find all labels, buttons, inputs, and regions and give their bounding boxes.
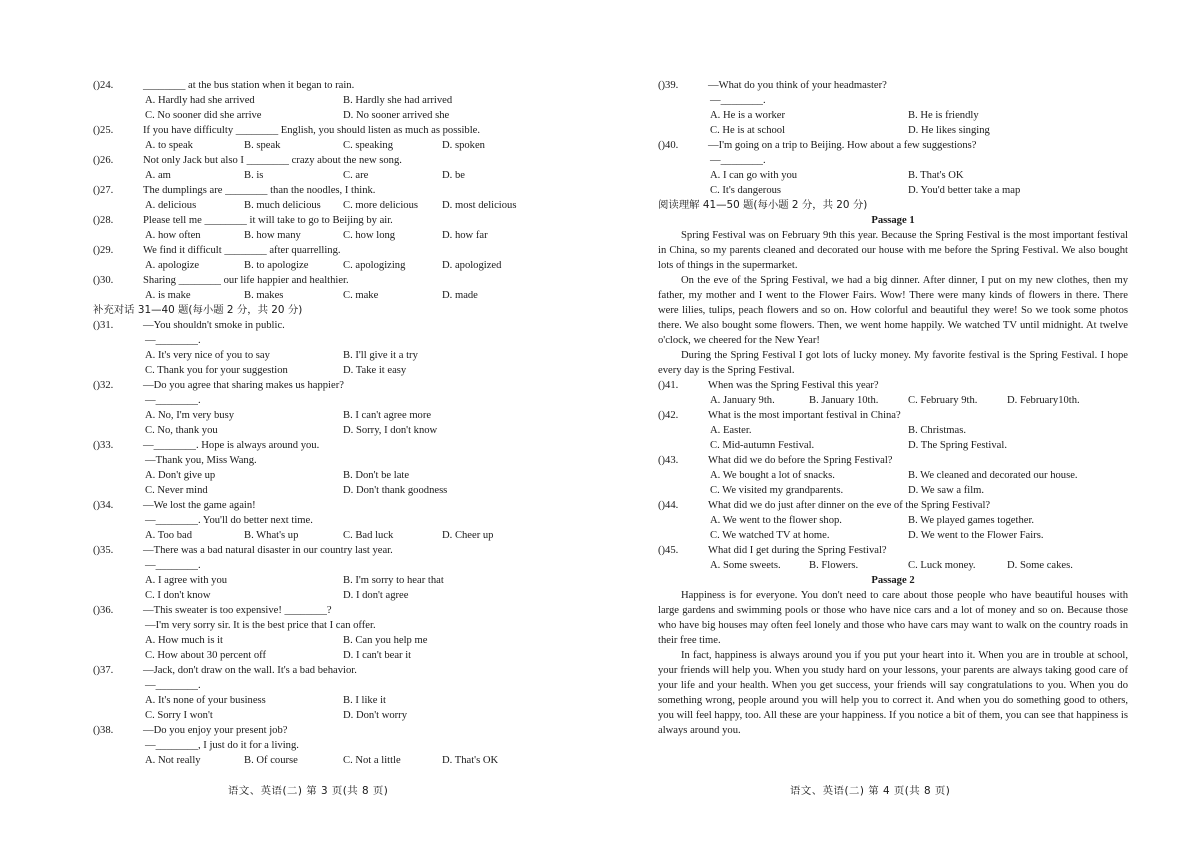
answer-option[interactable]: D. Sorry, I don't know	[343, 425, 438, 436]
answer-option[interactable]: D. how far	[442, 230, 488, 241]
question-stem: Please tell me ________ it will take to go to Beijing by air.	[143, 215, 393, 226]
question-item	[658, 408, 1128, 453]
answer-bracket: ()36.	[93, 605, 114, 616]
answer-option[interactable]: A. Hardly had she arrived	[145, 95, 255, 106]
answer-option[interactable]: B. I'm sorry to hear that	[343, 575, 444, 586]
answer-option[interactable]: C. I don't know	[145, 590, 211, 601]
answer-option[interactable]: D. apologized	[442, 260, 502, 271]
question-number: )31.	[96, 320, 114, 331]
answer-option[interactable]: D. I don't agree	[343, 590, 409, 601]
answer-bracket: ()33.	[93, 440, 114, 451]
answer-option[interactable]: A. Too bad	[145, 530, 193, 541]
question-line	[658, 543, 1128, 558]
answer-bracket: ()31.	[93, 320, 114, 331]
options-row	[658, 483, 1128, 498]
options-row	[93, 588, 551, 603]
answer-option[interactable]: B. We cleaned and decorated our house.	[908, 470, 1078, 481]
question-item	[93, 723, 551, 768]
answer-bracket: ()34.	[93, 500, 114, 511]
answer-option[interactable]: B. speak	[244, 140, 281, 151]
question-number: )36.	[96, 605, 114, 616]
dialogue-response: —________.	[145, 560, 201, 571]
answer-bracket: ()42.	[658, 410, 679, 421]
question-line	[658, 408, 1128, 423]
question-stem: If you have difficulty ________ English, you should listen as much as possible.	[143, 125, 481, 136]
answer-option[interactable]: D. February10th.	[1007, 395, 1080, 406]
question-item	[658, 498, 1128, 543]
question-number: )35.	[96, 545, 114, 556]
answer-option[interactable]: A. I agree with you	[145, 575, 228, 586]
options-row	[93, 483, 551, 498]
left-page-footer: 语文、英语(二) 第 3 页(共 8 页)	[228, 785, 389, 797]
question-line	[93, 123, 551, 138]
answer-option[interactable]: C. more delicious	[343, 200, 419, 211]
answer-option[interactable]: A. We bought a lot of snacks.	[710, 470, 835, 481]
options-row	[93, 108, 551, 123]
answer-option[interactable]: B. I can't agree more	[343, 410, 432, 421]
question-number: )25.	[96, 125, 114, 136]
dialogue-response: —________.	[710, 155, 766, 166]
answer-option[interactable]: D. The Spring Festival.	[908, 440, 1007, 451]
answer-bracket: ()45.	[658, 545, 679, 556]
answer-bracket: ()29.	[93, 245, 114, 256]
answer-option[interactable]: C. We visited my grandparents.	[710, 485, 844, 496]
answer-bracket: ()43.	[658, 455, 679, 466]
options-row	[93, 168, 551, 183]
question-number: )29.	[96, 245, 114, 256]
options-row	[658, 423, 1128, 438]
question-item	[93, 498, 551, 543]
question-line	[93, 723, 551, 738]
answer-option[interactable]: B. Can you help me	[343, 635, 428, 646]
answer-option[interactable]: A. to speak	[145, 140, 193, 151]
question-item	[93, 153, 551, 183]
options-row	[93, 408, 551, 423]
options-row	[93, 633, 551, 648]
answer-option[interactable]: B. Flowers.	[809, 560, 859, 571]
answer-option[interactable]: D. Some cakes.	[1007, 560, 1073, 571]
question-number: )42.	[661, 410, 679, 421]
answer-option[interactable]: B. to apologize	[244, 260, 309, 271]
question-number: )32.	[96, 380, 114, 391]
dialogue-response: —________. You'll do better next time.	[145, 515, 313, 526]
answer-option[interactable]: D. I can't bear it	[343, 650, 412, 661]
question-line	[658, 138, 1128, 153]
question-item	[93, 213, 551, 243]
answer-option[interactable]: C. Mid-autumn Festival.	[710, 440, 815, 451]
answer-option[interactable]: D. most delicious	[442, 200, 517, 211]
answer-option[interactable]: C. Sorry I won't	[145, 710, 213, 721]
question-number: )43.	[661, 455, 679, 466]
passage-paragraph: During the Spring Festival I got lots of lucky money. My favorite festival is the Spring Festival. I hope every day is the Spring Festival.	[658, 350, 1128, 376]
dialogue-response: —________, I just do it for a living.	[145, 740, 299, 751]
answer-option[interactable]: D. You'd better take a map	[908, 185, 1021, 196]
answer-bracket: ()30.	[93, 275, 114, 286]
question-line	[93, 183, 551, 198]
question-stem: —Jack, don't draw on the wall. It's a bad behavior.	[143, 665, 357, 676]
answer-bracket: ()27.	[93, 185, 114, 196]
options-row	[658, 183, 1128, 198]
question-number: )44.	[661, 500, 679, 511]
options-row	[93, 258, 551, 273]
answer-option[interactable]: D. We saw a film.	[908, 485, 985, 496]
answer-bracket: ()24.	[93, 80, 114, 91]
answer-option[interactable]: C. It's dangerous	[710, 185, 782, 196]
question-line	[93, 663, 551, 678]
answer-option[interactable]: A. delicious	[145, 200, 197, 211]
answer-option[interactable]: B. That's OK	[908, 170, 964, 181]
question-stem: We find it difficult ________ after quarrelling.	[143, 245, 341, 256]
passage-paragraph: In fact, happiness is always around you if you put your heart into it. When you are in trouble at school, your friends will help you. When you study hard on your lessons, your parents are always taking good care of your life and your health. When you get success, your friends will say congratulations to you. When you do something wrong, people around you will help you to correct it. And when you do something good to others, you will feel happy, too. All these are your happiness. If you notice a bit of them, you can see that happiness is always around you.	[658, 650, 1128, 736]
answer-option[interactable]: C. Thank you for your suggestion	[145, 365, 288, 376]
answer-bracket: ()44.	[658, 500, 679, 511]
options-row	[658, 513, 1128, 528]
answer-option[interactable]: C. Not a little	[343, 755, 401, 766]
answer-option[interactable]: B. He is friendly	[908, 110, 979, 121]
answer-option[interactable]: A. How much is it	[145, 635, 223, 646]
left-page-column	[93, 78, 551, 768]
question-line	[93, 273, 551, 288]
options-row	[658, 168, 1128, 183]
answer-option[interactable]: C. are	[343, 170, 369, 181]
answer-option[interactable]: B. Don't be late	[343, 470, 410, 481]
answer-option[interactable]: D. Don't worry	[343, 710, 407, 721]
question-item	[93, 438, 551, 498]
options-row	[93, 573, 551, 588]
answer-bracket: ()35.	[93, 545, 114, 556]
options-row	[93, 753, 551, 768]
answer-option[interactable]: B. makes	[244, 290, 284, 301]
right-page-footer: 语文、英语(二) 第 4 页(共 8 页)	[790, 785, 951, 797]
answer-option[interactable]: C. Bad luck	[343, 530, 394, 541]
question-stem: What is the most important festival in China?	[708, 410, 901, 421]
answer-bracket: ()37.	[93, 665, 114, 676]
answer-option[interactable]: B. Of course	[244, 755, 298, 766]
options-row	[658, 393, 1128, 408]
answer-option[interactable]: B. Hardly she had arrived	[343, 95, 453, 106]
answer-option[interactable]: C. No, thank you	[145, 425, 218, 436]
passage-paragraph: Happiness is for everyone. You don't need to care about those people who have beautiful houses with large gardens and swimming pools or those who have nice cars and a lot of money and so on. Because those who have big houses may often feel lonely and those who have cars may want to walk on the country roads in their free time.	[658, 590, 1128, 646]
answer-option[interactable]: D. be	[442, 170, 465, 181]
question-item	[658, 78, 1128, 138]
answer-option[interactable]: C. How about 30 percent off	[145, 650, 267, 661]
question-item	[93, 123, 551, 153]
answer-option[interactable]: A. Easter.	[710, 425, 752, 436]
passage-paragraph: Spring Festival was on February 9th this year. Because the Spring Festival is the most important festival in China, so my parents cleaned and decorated our house with me before the Spring Festival. We also bought lots of things in the supermarket.	[658, 230, 1128, 271]
question-item	[93, 318, 551, 378]
answer-option[interactable]: C. speaking	[343, 140, 394, 151]
dialogue-response: —________.	[145, 680, 201, 691]
question-line	[93, 438, 551, 453]
options-row	[658, 438, 1128, 453]
answer-option[interactable]: B. how many	[244, 230, 301, 241]
question-line	[658, 498, 1128, 513]
question-stem: —Do you agree that sharing makes us happier?	[143, 380, 344, 391]
answer-option[interactable]: A. is make	[145, 290, 191, 301]
question-line	[93, 498, 551, 513]
question-number: )41.	[661, 380, 679, 391]
answer-option[interactable]: A. Some sweets.	[710, 560, 781, 571]
answer-bracket: ()40.	[658, 140, 679, 151]
answer-option[interactable]: D. We went to the Flower Fairs.	[908, 530, 1044, 541]
answer-option[interactable]: A. am	[145, 170, 171, 181]
answer-option[interactable]: C. make	[343, 290, 379, 301]
question-line	[658, 78, 1128, 93]
question-stem: —I'm going on a trip to Beijing. How about a few suggestions?	[708, 140, 977, 151]
answer-bracket: ()25.	[93, 125, 114, 136]
options-row	[93, 363, 551, 378]
answer-option[interactable]: D. He likes singing	[908, 125, 990, 136]
answer-option[interactable]: D. Don't thank goodness	[343, 485, 448, 496]
options-row	[93, 528, 551, 543]
answer-option[interactable]: D. That's OK	[442, 755, 499, 766]
question-stem: What did I get during the Spring Festival?	[708, 545, 887, 556]
answer-option[interactable]: A. Not really	[145, 755, 201, 766]
question-stem: Not only Jack but also I ________ crazy about the new song.	[143, 155, 402, 166]
question-stem: —This sweater is too expensive! ________?	[143, 605, 332, 616]
question-number: )39.	[661, 80, 679, 91]
answer-option[interactable]: C. He is at school	[710, 125, 786, 136]
answer-option[interactable]: B. We played games together.	[908, 515, 1035, 526]
passage-paragraph: On the eve of the Spring Festival, we had a big dinner. After dinner, I put on my new clothes, then my father, my mother and I went to the Flower Fairs. Wow! There were many kinds of flowers in there. There were lilies, tulips, peach flowers and so on. How colorful and beautiful they were! So we took some photos there. We also bought some flowers. Then, we went home happily. We watched TV until midnight. At twelve o'clock, we cheered for the New Year!	[658, 275, 1128, 346]
question-line	[658, 453, 1128, 468]
options-row	[93, 93, 551, 108]
dialogue-response: —I'm very sorry sir. It is the best price that I can offer.	[145, 620, 376, 631]
question-number: )33.	[96, 440, 114, 451]
answer-option[interactable]: A. We went to the flower shop.	[710, 515, 842, 526]
answer-bracket: ()39.	[658, 80, 679, 91]
question-item	[658, 543, 1128, 573]
question-stem: —We lost the game again!	[143, 500, 256, 511]
answer-option[interactable]: D. Take it easy	[343, 365, 407, 376]
question-stem: What did we do before the Spring Festival?	[708, 455, 893, 466]
options-row	[658, 123, 1128, 138]
question-number: )24.	[96, 80, 114, 91]
answer-option[interactable]: C. apologizing	[343, 260, 406, 271]
options-row	[93, 468, 551, 483]
question-number: )27.	[96, 185, 114, 196]
question-stem: The dumplings are ________ than the noodles, I think.	[143, 185, 376, 196]
answer-option[interactable]: B. January 10th.	[809, 395, 879, 406]
answer-option[interactable]: A. January 9th.	[710, 395, 775, 406]
question-item	[93, 243, 551, 273]
answer-option[interactable]: B. Christmas.	[908, 425, 966, 436]
question-item	[93, 273, 551, 303]
question-line	[93, 213, 551, 228]
dialogue-response: —________.	[710, 95, 766, 106]
question-number: )30.	[96, 275, 114, 286]
answer-option[interactable]: B. What's up	[244, 530, 299, 541]
question-number: )26.	[96, 155, 114, 166]
question-stem: When was the Spring Festival this year?	[708, 380, 879, 391]
question-item	[658, 453, 1128, 498]
answer-bracket: ()38.	[93, 725, 114, 736]
question-item	[93, 663, 551, 723]
answer-option[interactable]: B. I'll give it a try	[343, 350, 418, 361]
question-item	[658, 378, 1128, 408]
options-row	[93, 348, 551, 363]
dialogue-response: —________.	[145, 395, 201, 406]
question-number: )45.	[661, 545, 679, 556]
answer-bracket: ()32.	[93, 380, 114, 391]
answer-option[interactable]: A. He is a worker	[710, 110, 786, 121]
options-row	[93, 708, 551, 723]
question-stem: —You shouldn't smoke in public.	[143, 320, 285, 331]
answer-option[interactable]: D. Cheer up	[442, 530, 494, 541]
passage-1-title: Passage 1	[871, 215, 915, 226]
question-item	[658, 138, 1128, 198]
dialogue-response: —________.	[145, 335, 201, 346]
answer-bracket: ()28.	[93, 215, 114, 226]
answer-option[interactable]: D. spoken	[442, 140, 485, 151]
question-item	[93, 183, 551, 213]
question-stem: ________ at the bus station when it began to rain.	[143, 80, 355, 91]
question-number: )38.	[96, 725, 114, 736]
answer-option[interactable]: A. It's very nice of you to say	[145, 350, 270, 361]
answer-option[interactable]: C. February 9th.	[908, 395, 978, 406]
question-stem: Sharing ________ our life happier and healthier.	[143, 275, 349, 286]
options-row	[93, 648, 551, 663]
answer-option[interactable]: B. I like it	[343, 695, 386, 706]
question-number: )28.	[96, 215, 114, 226]
answer-option[interactable]: A. Don't give up	[145, 470, 216, 481]
question-item	[93, 378, 551, 438]
question-line	[93, 243, 551, 258]
question-line	[93, 153, 551, 168]
question-item	[93, 78, 551, 123]
question-line	[93, 378, 551, 393]
options-row	[93, 693, 551, 708]
question-number: )40.	[661, 140, 679, 151]
answer-option[interactable]: B. much delicious	[244, 200, 321, 211]
answer-option[interactable]: C. We watched TV at home.	[710, 530, 830, 541]
question-line	[93, 78, 551, 93]
answer-option[interactable]: D. made	[442, 290, 478, 301]
question-line	[658, 378, 1128, 393]
question-number: )34.	[96, 500, 114, 511]
question-stem: —________. Hope is always around you.	[143, 440, 320, 451]
answer-option[interactable]: A. I can go with you	[710, 170, 798, 181]
passage-2-title: Passage 2	[871, 575, 915, 586]
options-row	[93, 228, 551, 243]
answer-option[interactable]: A. It's none of your business	[145, 695, 266, 706]
options-row	[93, 198, 551, 213]
answer-option[interactable]: A. apologize	[145, 260, 200, 271]
answer-option[interactable]: A. No, I'm very busy	[145, 410, 235, 421]
answer-option[interactable]: C. No sooner did she arrive	[145, 110, 262, 121]
question-line	[93, 543, 551, 558]
question-stem: —Do you enjoy your present job?	[143, 725, 288, 736]
options-row	[658, 108, 1128, 123]
question-stem: What did we do just after dinner on the eve of the Spring Festival?	[708, 500, 991, 511]
question-item	[93, 603, 551, 663]
answer-option[interactable]: C. Never mind	[145, 485, 208, 496]
question-stem: —There was a bad natural disaster in our country last year.	[143, 545, 393, 556]
options-row	[93, 288, 551, 303]
question-line	[93, 318, 551, 333]
reading-section-heading: 阅读理解 41—50 题(每小题 2 分，共 20 分)	[658, 199, 868, 211]
answer-option[interactable]: A. how often	[145, 230, 201, 241]
options-row	[93, 423, 551, 438]
answer-option[interactable]: D. No sooner arrived she	[343, 110, 450, 121]
options-row	[658, 528, 1128, 543]
question-stem: —What do you think of your headmaster?	[708, 80, 887, 91]
dialogue-response: —Thank you, Miss Wang.	[145, 455, 257, 466]
answer-option[interactable]: C. Luck money.	[908, 560, 976, 571]
answer-bracket: ()41.	[658, 380, 679, 391]
options-row	[658, 468, 1128, 483]
section-heading: 补充对话 31—40 题(每小题 2 分，共 20 分)	[93, 304, 303, 316]
question-line	[93, 603, 551, 618]
right-page-column	[658, 78, 1128, 738]
options-row	[658, 558, 1128, 573]
answer-option[interactable]: C. how long	[343, 230, 396, 241]
answer-option[interactable]: B. is	[244, 170, 264, 181]
question-item	[93, 543, 551, 603]
answer-bracket: ()26.	[93, 155, 114, 166]
question-number: )37.	[96, 665, 114, 676]
options-row	[93, 138, 551, 153]
